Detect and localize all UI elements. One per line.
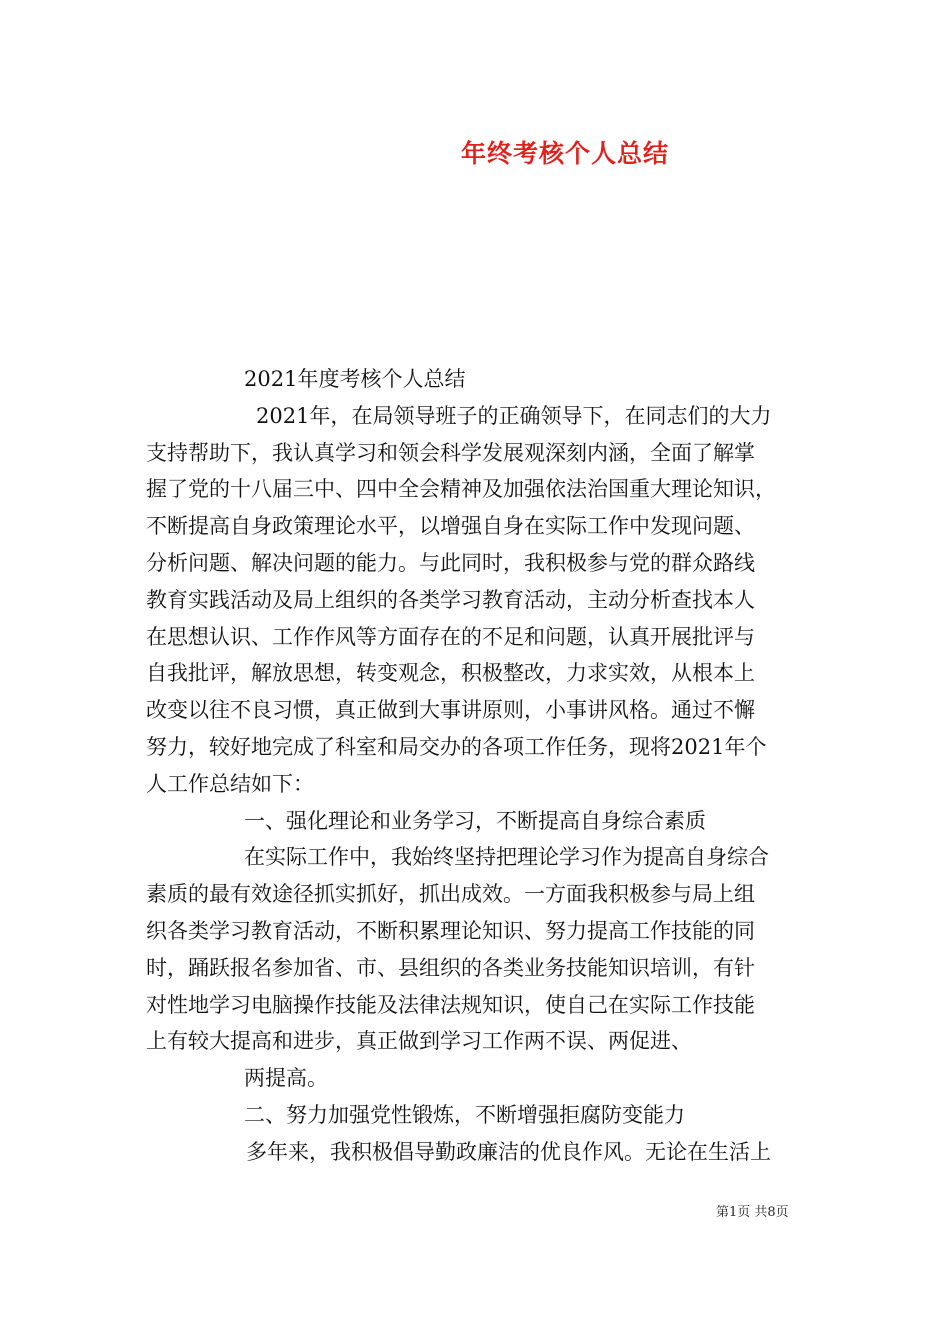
paragraph-line: 自我批评，解放思想，转变观念，积极整改，力求实效，从根本上: [146, 661, 755, 686]
paragraph-line: 织各类学习教育活动，不断积累理论知识、努力提高工作技能的同: [146, 918, 755, 943]
paragraph-line: 人工作总结如下：: [146, 771, 314, 796]
paragraph-line: 素质的最有效途径抓实抓好，抓出成效。一方面我积极参与局上组: [146, 882, 755, 907]
paragraph-line: 分析问题、解决问题的能力。与此同时，我积极参与党的群众路线: [146, 550, 755, 575]
paragraph-line: 努力，较好地完成了科室和局交办的各项工作任务，现将2021年个: [146, 734, 767, 759]
paragraph-line: 对性地学习电脑操作技能及法律法规知识，使自己在实际工作技能: [146, 992, 755, 1017]
page-number: 第1页 共8页: [716, 1205, 789, 1220]
paragraph-line: 在实际工作中，我始终坚持把理论学习作为提高自身综合: [244, 845, 769, 870]
document-body: [146, 361, 826, 1171]
document-title: 年终考核个人总结: [460, 139, 669, 168]
paragraph-line: 两提高。: [244, 1066, 328, 1091]
paragraph-line: 握了党的十八届三中、四中全会精神及加强依法治国重大理论知识，: [146, 477, 776, 502]
paragraph-line: 时，踊跃报名参加省、市、县组织的各类业务技能知识培训，有针: [146, 955, 755, 980]
paragraph-line: 2021年，在局领导班子的正确领导下，在同志们的大力: [256, 403, 772, 428]
subtitle-line: 2021年度考核个人总结: [244, 367, 466, 391]
paragraph-line: 教育实践活动及局上组织的各类学习教育活动，主动分析查找本人: [146, 587, 755, 612]
section-heading: 一、强化理论和业务学习，不断提高自身综合素质: [244, 808, 706, 833]
paragraph-line: 改变以往不良习惯，真正做到大事讲原则，小事讲风格。通过不懈: [146, 698, 755, 723]
paragraph-line: 不断提高自身政策理论水平，以增强自身在实际工作中发现问题、: [146, 514, 755, 539]
paragraph-line: 上有较大提高和进步，真正做到学习工作两不误、两促进、: [146, 1029, 692, 1054]
section-heading: 二、努力加强党性锻炼，不断增强拒腐防变能力: [244, 1102, 685, 1127]
paragraph-line: 在思想认识、工作作风等方面存在的不足和问题，认真开展批评与: [146, 624, 755, 649]
paragraph-line: 多年来，我积极倡导勤政廉洁的优良作风。无论在生活上: [246, 1139, 771, 1164]
paragraph-line: 支持帮助下，我认真学习和领会科学发展观深刻内涵，全面了解掌: [146, 440, 755, 465]
